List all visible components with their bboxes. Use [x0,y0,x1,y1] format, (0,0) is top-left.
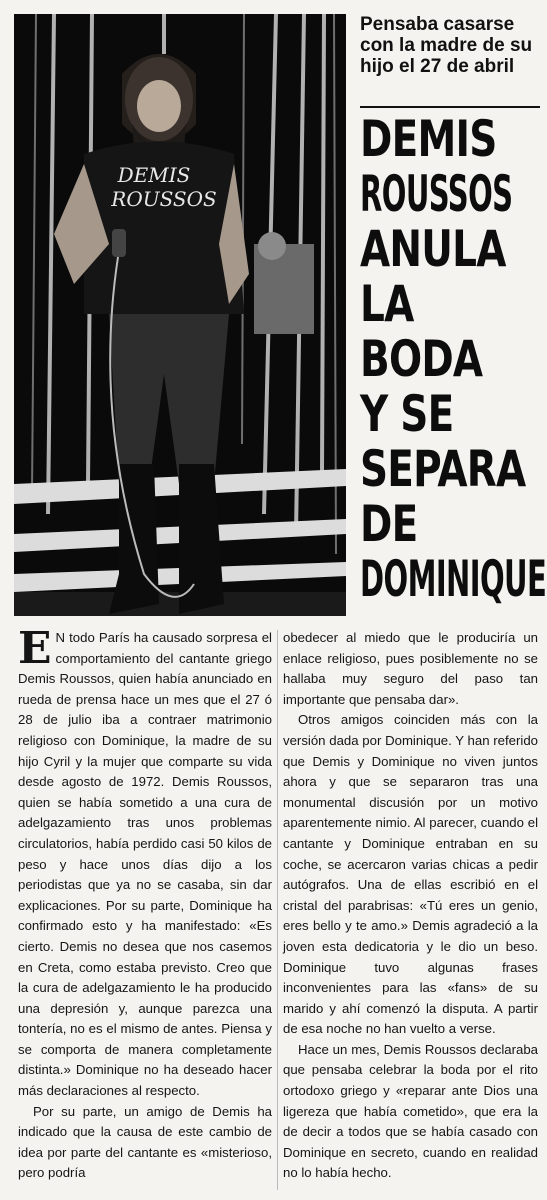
article-column-left [18,623,272,1184]
headline-line: LA [360,275,414,333]
body-paragraph: Otros amigos coinciden más con la versión dada por Dominique. Y han referido que Demis y Dominique no viven juntos ahora y que se separaron tras una monumental discusión por un motivo aparentemente nimio. Al parecer, cuando el cantante y Dominique entraban en su coche, se acercaron varias chicas a pedir autógrafos. Una de ellas escribió en el cristal del parabrisas: «Tú eres un genio, eres bello y te amo.» Demis agradeció a la joven esta dedicatoria y le dio un beso. Dominique tuvo algunas frases inconvenientes para las «fans» de su marido y ahí comenzó la disputa. A partir de esa noche no han vuelto a verse. [283,712,538,1037]
headline-line: SEPARA [360,440,526,498]
body-paragraph: Por su parte, un amigo de Demis ha indicado que la causa de este cambio de idea por parte del cantante es «misterioso, pero podría [18,1103,272,1181]
headline-line: ANULA [360,220,506,278]
body-paragraph: obedecer al miedo que le produciría un enlace religioso, pues posiblemente no se hallaba muy seguro del paso tan importante que pensaba dar». [283,630,538,707]
headline-line: DEMIS [360,110,497,168]
article-column-right [283,628,538,1184]
headline-line: BODA [360,330,483,388]
headline-line: DE [360,495,418,553]
shirt-print-line2: ROUSSOS [111,187,217,211]
article-photo [14,14,346,616]
article-headline [360,110,547,608]
body-text: N todo París ha causado sorpresa el comportamiento del cantante griego Demis Roussos, quien había anunciado en rueda de prensa hace un mes que el 27 ó 28 de julio iba a contraer matrimonio religioso con Dominique, la madre de su hijo Cyril y la mujer que comparte su vida desde agosto de 1972. Demis Roussos, quien se había sometido a una cura de adelgazamiento tras unos problemas circulatorios, había perdido casi 50 kilos de peso y hace unos días dijo a los periodistas que ya no se casaba, sin dar explicaciones. Por su parte, Dominique ha confirmado esto y ha manifestado: «Es cierto. Demis no desea que nos casemos en Creta, como estaba previsto. Creo que la cura de adelgazamiento le ha producido una depresión y, aunque parezca una tontería, no es el mismo de antes. Piensa y se comporta de manera completamente distinta.» Dominique no ha deseado hacer más declaraciones al respecto. [18,630,272,1099]
kicker-rule [360,106,540,108]
column-divider [277,630,278,1190]
article-kicker: Pensaba casarse con la madre de su hijo el 27 de abril [360,14,533,77]
drop-cap: E [18,623,52,674]
headline-line: ROUSSOS [360,165,513,223]
shirt-print-line1: DEMIS [117,163,191,187]
body-paragraph [18,623,272,1102]
headline-line: DOMINIQUE [360,550,547,608]
headline-line: Y SE [360,385,454,443]
body-paragraph: Hace un mes, Demis Roussos declaraba que pensaba celebrar la boda por el rito ortodoxo griego y «reparar ante Dios una ligereza que había cometido», que era la de decir a todos que se había casado con Dominique en secreto, cuando en realidad no lo había hecho. [283,1041,538,1181]
